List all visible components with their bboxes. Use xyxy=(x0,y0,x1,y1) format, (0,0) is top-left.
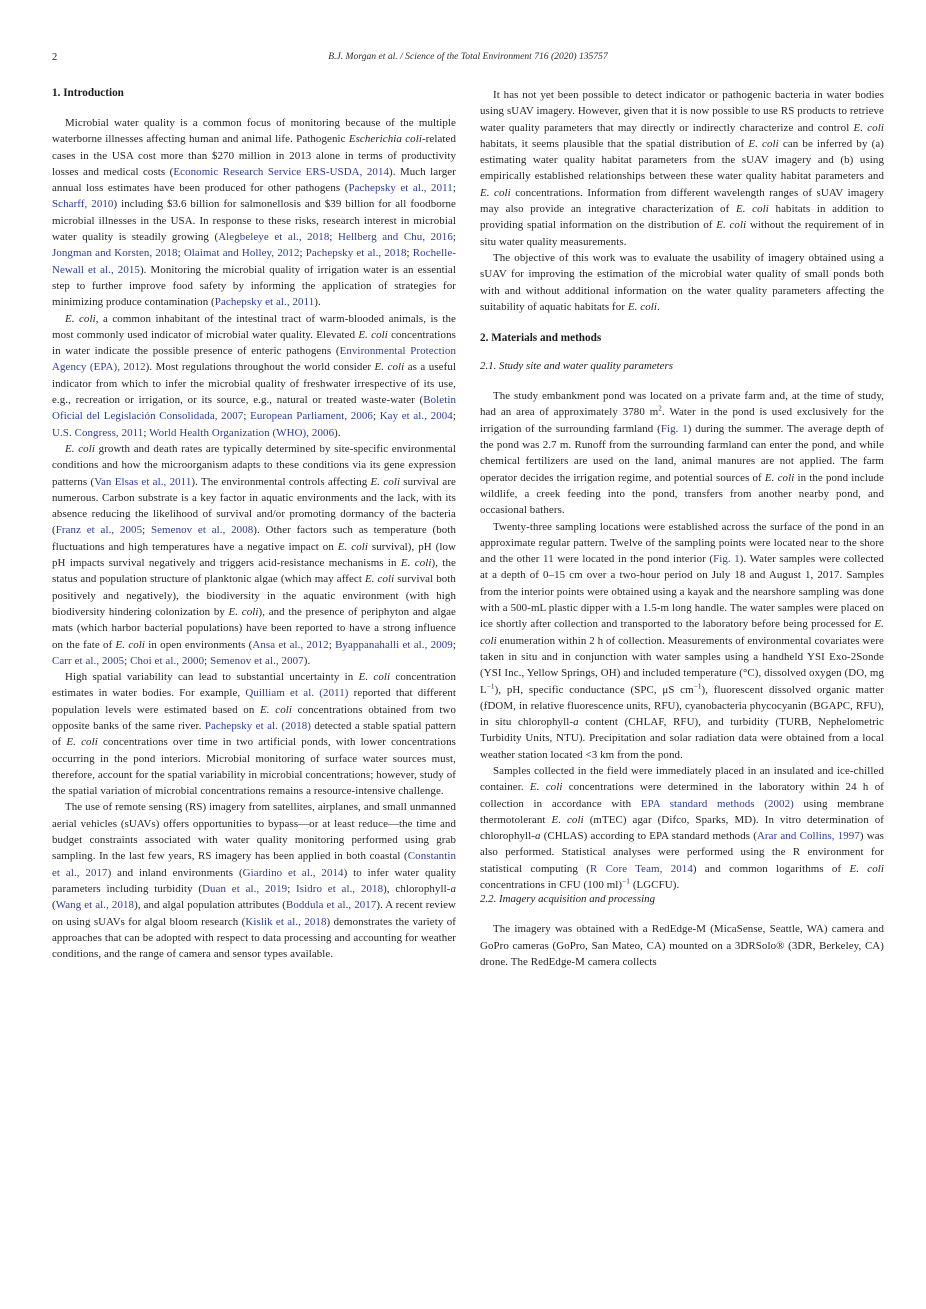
text-segment: a xyxy=(450,882,456,895)
page-number: 2 xyxy=(52,52,58,63)
text-segment: concentrations obtained from two opposite banks of the same river. xyxy=(52,703,456,732)
text-segment: E. coli xyxy=(337,540,368,553)
citation-link[interactable]: Boddula et al., 2017 xyxy=(285,899,377,912)
citation-link[interactable]: R Core Team, 2014 xyxy=(589,862,693,875)
article-body xyxy=(52,87,884,970)
text-segment: ; xyxy=(406,247,413,260)
section-heading: 1. Introduction xyxy=(52,87,124,99)
text-segment: E. coli xyxy=(115,638,146,651)
text-segment: E. coli xyxy=(764,471,795,484)
text-segment: survival both positively and negatively), the biodiversity in the aquatic environment (with high biodiversity hindering colonization by xyxy=(52,573,456,618)
text-segment: concentrations in water indicate the possible presence of enteric pathogens ( xyxy=(52,328,456,358)
citation-link[interactable]: Economic Research Service ERS-USDA, 2014 xyxy=(173,165,390,178)
text-segment: E. coli xyxy=(849,862,884,875)
citation-link[interactable]: Boletin Oficial del Legislación Consolidada, 2007 xyxy=(52,394,456,423)
text-segment: E. coli xyxy=(260,703,292,716)
paragraph xyxy=(480,250,884,315)
subsection-heading: 2.2. Imagery acquisition and processing xyxy=(480,893,656,906)
text-segment: E. coli xyxy=(853,121,884,134)
paragraph xyxy=(480,519,884,763)
text-segment: ). Water samples were collected at a depth of 0–15 cm over a two-hour period on July 18 and August 1, 2017. Samples from the interior points were obtained using a kayak and the nearshore sampling was done with a 500-mL plastic dipper with a 1.5-m long handle. The water samples were placed on ice shortly after collection and transported to the laboratory before being processed for xyxy=(480,553,884,631)
citation-link[interactable]: Carr et al., 2005 xyxy=(52,654,125,667)
text-segment: ). The environmental controls affecting xyxy=(191,475,371,488)
text-segment: ) and common logarithms of xyxy=(692,862,850,875)
text-segment: concentrations. Information from different wavelength ranges of sUAV imagery may also provide an integrative characterization of xyxy=(480,186,884,216)
text-segment: ; xyxy=(299,247,306,260)
text-segment: ), chlorophyll- xyxy=(383,882,451,895)
citation-link[interactable]: Choi et al., 2000 xyxy=(130,654,205,667)
citation-link[interactable]: Semenov et al., 2008 xyxy=(150,524,254,537)
text-segment: E. coli xyxy=(364,573,395,586)
text-segment: detected a stable spatial pattern of xyxy=(52,719,457,749)
text-segment: , a common inhabitant of the intestinal tract of warm-blooded animals, is the most commonly used indicator of microbial water quality. Elevated xyxy=(52,312,456,341)
text-segment: ; xyxy=(243,410,251,423)
section-heading: 2. Materials and methods xyxy=(480,332,602,345)
text-segment: using membrane thermotolerant xyxy=(480,797,884,826)
right-column xyxy=(480,87,884,970)
text-segment: ). xyxy=(314,296,321,309)
text-segment: . Water in the pond is used exclusively for the irrigation of the surrounding farmland ( xyxy=(480,406,884,435)
text-segment: concentration estimates in water bodies. For example, xyxy=(52,671,456,700)
text-segment: E. coli xyxy=(529,781,563,794)
text-segment: without the requirement of in situ water quality measurements. xyxy=(480,219,884,248)
text-segment: content (CHLAF, RFU), and turbidity (TURB, Nephelometric Turbidity Units, NTU). Precipitation and solar radiation data were obtained from a local weather station located <3 km from the pond. xyxy=(480,716,884,761)
text-segment: ), and the presence of periphyton and algae mats (which harbor bacterial populations) have been reported to have a strong influence on the fate of xyxy=(52,605,456,651)
text-segment: ), pH, specific conductance (SPC, μS cm xyxy=(494,683,694,696)
text-segment: ; xyxy=(124,654,131,667)
text-segment: ) was also performed. Statistical analyses were performed using the R environment for statistical computing ( xyxy=(480,830,884,875)
text-segment: in the pond include wildlife, a creek feeding into the pond, transfers from another nearby pond, and occasional bathers. xyxy=(480,471,884,517)
text-segment: E. coli xyxy=(358,671,391,684)
text-segment: (mTEC) agar (Difco, Sparks, MD). In vitro determination of chlorophyll- xyxy=(480,813,884,843)
citation-link[interactable]: Isidro et al., 2018 xyxy=(296,882,384,895)
citation-link[interactable]: Franz et al., 2005 xyxy=(55,524,143,537)
text-segment: . xyxy=(657,300,660,313)
text-segment: ( xyxy=(52,899,56,912)
text-segment: ) during the summer. The average depth of the pond was 2.7 m. Runoff from the surrounding farmland can enter the pond, and while chemical fertilizers are used on the land, animal manures are not applied. The farm operator decides the irrigation regime, and potential sources of xyxy=(480,422,884,484)
left-column xyxy=(52,87,456,962)
text-segment: growth and death rates are typically determined by site-specific environmental conditions and how the microorganism adapts to these conditions via its gene expression patterns ( xyxy=(52,442,456,488)
text-segment: (LGCFU). xyxy=(630,879,680,892)
text-segment: E. coli xyxy=(480,618,884,647)
text-segment: 2 xyxy=(658,404,662,413)
text-segment: concentrations were determined in the laboratory within 24 h of collection in accordance with xyxy=(480,781,884,810)
paragraph xyxy=(480,87,884,250)
text-segment: ; xyxy=(143,426,150,439)
text-segment: Escherichia coli xyxy=(348,133,422,146)
text-segment: E. coli xyxy=(748,137,779,150)
text-segment: Microbial water quality is a common focus of monitoring because of the multiple waterborne illnesses affecting human and animal life. Pathogenic xyxy=(52,117,456,146)
text-segment: ). Other factors such as temperature (both fluctuations and high temperatures have a negative impact on xyxy=(52,524,456,553)
text-segment: ; xyxy=(177,247,184,260)
citation-link[interactable]: Fig. 1 xyxy=(713,553,740,566)
citation-link[interactable]: Environmental Protection Agency (EPA), 2012 xyxy=(52,345,457,374)
text-segment: ) to infer water quality parameters including turbidity ( xyxy=(52,866,456,895)
text-segment: ; xyxy=(328,638,336,651)
citation-link[interactable]: Constantin et al., 2017 xyxy=(52,850,456,879)
text-segment: ; xyxy=(142,524,151,537)
text-segment: The objective of this work was to evaluate the usability of imagery obtained using a sUAV for improving the estimation of the microbial water quality of small ponds both with and without additional information on the water quality parameters affecting the suitability of aquatic habitats for xyxy=(480,251,884,313)
text-segment: as a useful indicator from which to infer the microbial quality of freshwater irrespective of its use, e.g., recreation or irrigation, or its source, e.g., natural or treated waste-water ( xyxy=(52,361,456,407)
citation-link[interactable]: Wang et al., 2018 xyxy=(55,899,135,912)
paragraph xyxy=(480,763,884,893)
text-segment: ; xyxy=(452,638,456,651)
text-segment: concentrations over time in two artificial ponds, with lower concentrations occurring in the pond interiors. Microbial monitoring of surface water sources must, therefore, account for the spatial variability in microbial concentrations; however, study of the spatial variation of microbial concentrations remains a resource-intensive challenge. xyxy=(52,736,456,798)
text-segment: ). xyxy=(303,654,311,667)
text-segment: E. coli xyxy=(66,736,98,749)
paragraph xyxy=(52,799,456,962)
text-segment: E. coli xyxy=(480,186,511,199)
text-segment: in open environments ( xyxy=(145,638,253,651)
citation-link[interactable]: U.S. Congress, 2011 xyxy=(52,426,144,439)
text-segment: E. coli xyxy=(735,203,769,216)
citation-link[interactable]: Kay et al., 2004 xyxy=(379,410,453,423)
text-segment: enumeration within 2 h of collection. Measurements of environmental covariates were taken in situ and in conjunction with water samples using a handheld YSI Exo-2Sonde (YSI Inc., Yellow Springs, OH) and included temperature (°C), dissolved oxygen (DO, mg L xyxy=(480,634,884,696)
text-segment: E. coli xyxy=(358,328,388,341)
citation-link[interactable]: Hellberg and Chu, 2016 xyxy=(338,231,453,244)
citation-link[interactable]: Pachepsky et al., 2011 xyxy=(348,182,453,195)
text-segment: ) including $3.6 billion for salmonellosis and $39 billion for all foodborne microbial illnesses in the USA. In response to these risks, research interest in microbial water quality is steadily growing ( xyxy=(52,198,456,244)
text-segment: habitats, it seems plausible that the spatial distribution of xyxy=(480,137,749,150)
citation-link[interactable]: Kislik et al., 2018 xyxy=(245,915,327,928)
citation-link[interactable]: European Parliament, 2006 xyxy=(250,410,373,423)
text-segment: ; xyxy=(287,882,297,895)
text-segment: It has not yet been possible to detect indicator or pathogenic bacteria in water bodies using sUAV imagery. However, given that it is now possible to use RS products to retrieve water quality parameters that may directly or indirectly characterize and control xyxy=(480,89,884,134)
text-segment: ) and inland environments ( xyxy=(107,866,243,879)
text-segment: a xyxy=(535,830,541,843)
text-segment: E. coli xyxy=(228,605,259,618)
citation-link[interactable]: Arar and Collins, 1997 xyxy=(756,830,860,843)
text-segment: E. coli xyxy=(551,813,584,826)
text-segment: ). Monitoring the microbial quality of irrigation water is an essential step to further improve food safety by informing the application of strategies for minimizing produce contamination ( xyxy=(52,263,456,309)
text-segment: (CHLAS) according to EPA standard methods ( xyxy=(540,830,757,843)
text-segment: E. coli xyxy=(65,442,95,455)
text-segment: habitats in addition to providing spatial information on the distribution of xyxy=(480,203,884,232)
citation-link[interactable]: Fig. 1 xyxy=(660,422,688,435)
citation-link[interactable]: Pachepsky et al., 2018 xyxy=(305,247,407,260)
text-segment: ; xyxy=(329,231,339,244)
paragraph xyxy=(52,311,456,441)
subsection-heading: 2.1. Study site and water quality parameters xyxy=(480,360,673,373)
text-segment: E. coli xyxy=(65,312,96,325)
text-segment: ), fluorescent dissolved organic matter (fDOM, in relative fluorescence units, RFU), cyanobacteria phycocyanin (BGAPC, RFU), in situ chlorophyll- xyxy=(480,683,884,729)
citation-link[interactable]: Giardino et al., 2014 xyxy=(242,866,344,879)
text-segment: concentrations in CFU (100 ml) xyxy=(480,879,623,892)
text-segment: survival are numerous. Carbon substrate is a key factor in aquatic environments and the lack, with its absence reducing the likelihood of survival and/or promoting dormancy of the bacteria ( xyxy=(52,475,456,537)
text-segment: E. coli xyxy=(627,300,658,313)
text-segment: −1 xyxy=(693,681,702,690)
text-segment: ; xyxy=(452,182,456,195)
text-segment: The use of remote sensing (RS) imagery from satellites, airplanes, and small unmanned aerial vehicles (sUAVs) offers opportunities to bypass—or at least reduce—the time and budget constraints associated with water quality monitoring performed using grab sampling. In the last few years, RS imagery has been applied in both coastal ( xyxy=(52,801,456,863)
citation-link[interactable]: Rochelle-Newall et al., 2015 xyxy=(52,247,457,276)
text-segment: ). Most regulations throughout the world consider xyxy=(145,361,375,374)
text-segment: ). xyxy=(334,426,341,439)
text-segment: ). Much larger annual loss estimates have been produced for other pathogens ( xyxy=(52,165,456,195)
text-segment: reported that different population levels were estimated based on xyxy=(52,687,456,716)
citation-link[interactable]: World Health Organization (WHO), 2006 xyxy=(149,426,335,439)
text-segment: −1 xyxy=(486,681,495,690)
text-segment: E. coli xyxy=(400,557,432,570)
text-segment: The imagery was obtained with a RedEdge-M (MicaSense, Seattle, WA) camera and GoPro cameras (GoPro, San Mateo, CA) mounted on a 3DRSolo® (3DR, Berkeley, CA) drone. The RedEdge-M camera collects xyxy=(480,923,884,968)
citation-link[interactable]: Quilliam et al. (2011) xyxy=(245,687,349,700)
text-segment: E. coli xyxy=(374,361,405,374)
text-segment: ; xyxy=(452,231,456,244)
text-segment: E. coli xyxy=(716,219,747,232)
citation-link[interactable]: Pachepsky et al., 2011 xyxy=(214,296,315,309)
citation-link[interactable]: Alegbeleye et al., 2018 xyxy=(218,231,330,244)
text-segment: Twenty-three sampling locations were established across the surface of the pond in an approximate regular pattern. Twelve of the sampling points were located near to the shore and the other 11 were located in the pond interior ( xyxy=(480,520,884,566)
text-segment: E. coli xyxy=(370,475,401,488)
text-segment: Samples collected in the field were immediately placed in an insulated and ice-chilled container. xyxy=(480,764,884,794)
text-segment: ; xyxy=(204,654,211,667)
citation-link[interactable]: Scharff, 2010 xyxy=(52,198,114,211)
citation-link[interactable]: Semenov et al., 2007 xyxy=(210,654,304,667)
citation-link[interactable]: Byappanahalli et al., 2009 xyxy=(335,638,453,651)
citation-link[interactable]: Jongman and Korsten, 2018 xyxy=(52,247,178,260)
text-segment: −1 xyxy=(622,877,630,886)
citation-link[interactable]: Ansa et al., 2012 xyxy=(252,638,329,651)
text-segment: -related cases in the USA cost more than $270 million in 2013 alone in terms of productivity losses and medical costs ( xyxy=(52,133,457,178)
paragraph xyxy=(52,669,456,799)
text-segment: can be inferred by (a) estimating water quality habitat parameters from the sUAV imagery and (b) using empirically established relationships between these water quality habitat parameters and xyxy=(480,137,884,183)
running-head: B.J. Morgan et al. / Science of the Total Environment 716 (2020) 135757 xyxy=(328,51,608,62)
text-segment: ; xyxy=(372,410,380,423)
text-segment: a xyxy=(573,716,579,729)
page-header xyxy=(52,51,884,67)
paragraph xyxy=(52,441,456,669)
citation-link[interactable]: EPA standard methods (2002) xyxy=(640,797,794,810)
paragraph xyxy=(480,388,884,518)
text-segment: ; xyxy=(452,410,456,423)
citation-link[interactable]: Duan et al., 2019 xyxy=(202,882,288,895)
text-segment: ), the status and population structure of planktonic algae (which may affect xyxy=(52,557,456,586)
text-segment: The study embankment pond was located on a private farm and, at the time of study, had an area of approximately 3780 m xyxy=(480,390,884,419)
citation-link[interactable]: Pachepsky et al. (2018) xyxy=(204,719,312,732)
text-segment: survival), pH (low pH impacts survival negatively and triggers acid-resistance mechanisms in xyxy=(52,540,456,570)
text-segment: ), and algal population attributes ( xyxy=(134,899,286,912)
paragraph xyxy=(480,921,884,970)
citation-link[interactable]: Van Elsas et al., 2011 xyxy=(94,475,192,488)
citation-link[interactable]: Olaimat and Holley, 2012 xyxy=(183,247,300,260)
paragraph xyxy=(52,115,456,311)
text-segment: ) demonstrates the variety of approaches that can be adopted with respect to data processing and accounting for weather conditions, and the range of camera and sensor types available. xyxy=(52,915,457,961)
text-segment: ). A recent review on using sUAVs for algal bloom research ( xyxy=(52,899,456,928)
text-segment: High spatial variability can lead to substantial uncertainty in xyxy=(65,671,359,684)
